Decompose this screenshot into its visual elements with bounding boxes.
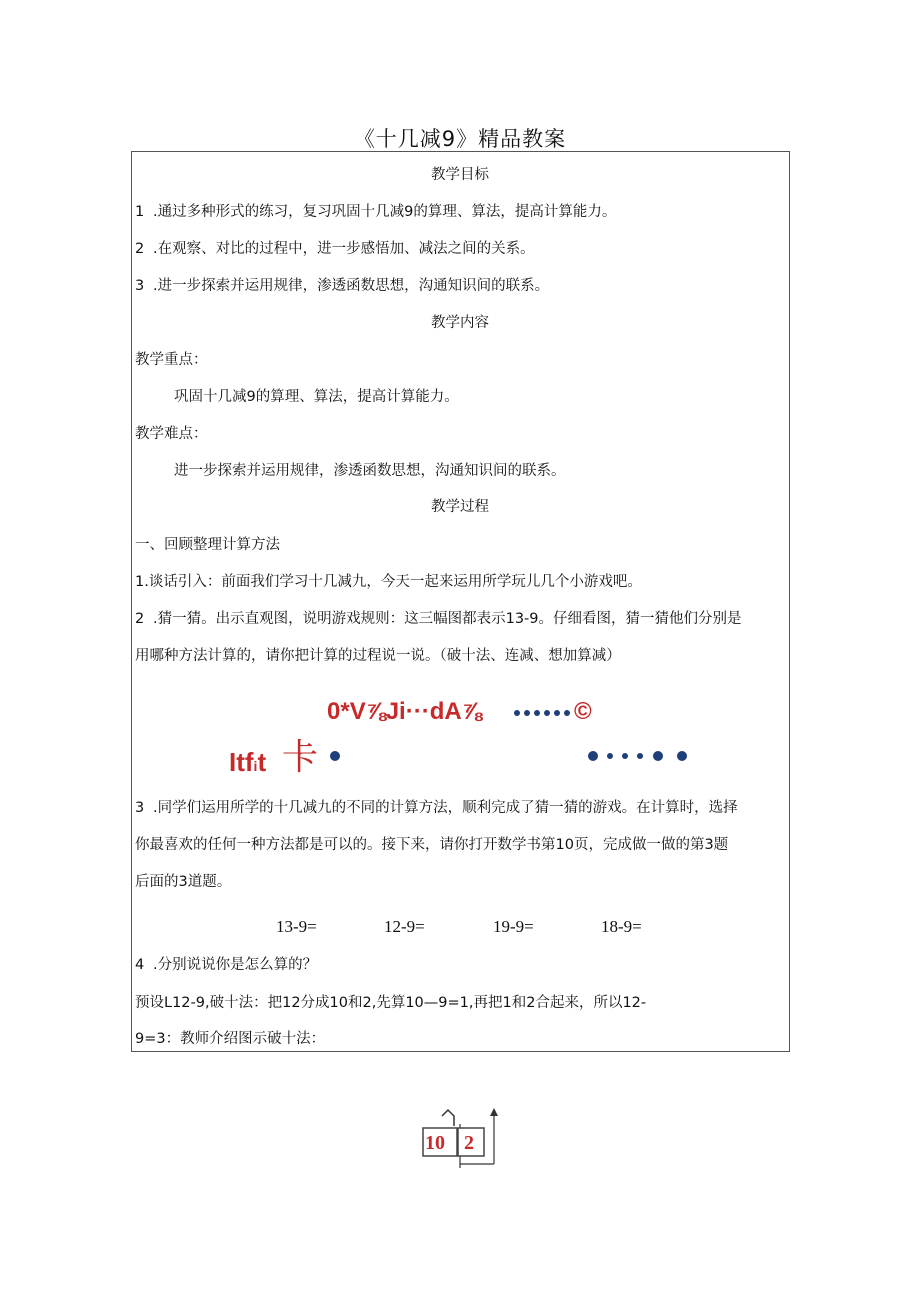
goal-item-2-number: 2 — [135, 241, 145, 257]
equation-4: 18-9= — [601, 917, 642, 936]
figure-caption-char: 卡 — [282, 737, 319, 778]
dot — [637, 753, 643, 759]
garbled-text-b: t — [257, 747, 267, 777]
dot — [544, 710, 550, 716]
goals-heading: 教学目标 — [431, 167, 489, 183]
equation-1: 13-9= — [276, 917, 317, 936]
paragraph-1: 1.谈话引入：前面我们学习十几减九，今天一起来运用所学玩儿几个小游戏吧。 — [135, 574, 642, 590]
paragraph-5-line-2: 9=3：教师介绍图示破十法： — [135, 1031, 326, 1047]
goal-item-3-number: 3 — [135, 278, 145, 294]
dot — [524, 710, 530, 716]
paragraph-4-text: .分别说说你是怎么算的？ — [153, 957, 318, 973]
paragraph-3-number: 3 — [135, 800, 145, 816]
process-heading: 教学过程 — [431, 499, 489, 515]
section-1-title: 一、回顾整理计算方法 — [135, 537, 280, 553]
paragraph-2-line-2: 用哪种方法计算的，请你把计算的过程说一说。（破十法、连减、想加算减） — [135, 648, 621, 664]
paragraph-3-line-1: .同学们运用所学的十几减九的不同的计算方法，顺利完成了猜一猜的游戏。在计算时，选择 — [153, 800, 738, 816]
goal-item-1-text: .通过多种形式的练习，复习巩固十几减9的算理、算法，提高计算能力。 — [153, 204, 617, 220]
content-heading: 教学内容 — [431, 315, 489, 331]
dot — [564, 710, 570, 716]
goal-item-1-number: 1 — [135, 204, 145, 220]
paragraph-3-line-2: 你最喜欢的任何一种方法都是可以的。接下来，请你打开数学书第10页，完成做一做的第3题 — [135, 837, 729, 853]
key-point-text: 巩固十几减9的算理、算法，提高计算能力。 — [174, 389, 459, 405]
figure-caption-garbled-1: 0*V⅞Ji···dA⅞ — [327, 698, 482, 725]
dot — [607, 753, 613, 759]
dot — [514, 710, 520, 716]
dot — [653, 751, 663, 761]
garbled-text-a: Itf — [229, 747, 254, 777]
figure-caption-copyright: © — [574, 698, 592, 725]
goal-item-2-text: .在观察、对比的过程中，进一步感悟加、减法之间的关系。 — [153, 241, 535, 257]
dot — [622, 753, 628, 759]
paragraph-2-number: 2 — [135, 611, 145, 627]
equation-2: 12-9= — [384, 917, 425, 936]
equation-3: 19-9= — [493, 917, 534, 936]
diagram-number-ten: 10 — [425, 1132, 445, 1154]
garbled-text-sub: i — [253, 758, 258, 774]
dot — [588, 751, 598, 761]
dot — [677, 751, 687, 761]
paragraph-5-line-1: 预设L12-9,破十法：把12分成10和2,先算10—9=1,再把1和2合起来，所以12- — [135, 995, 647, 1011]
paragraph-4-number: 4 — [135, 957, 145, 973]
dot — [554, 710, 560, 716]
dot — [330, 751, 340, 761]
dot — [534, 710, 540, 716]
difficulty-text: 进一步探索并运用规律，渗透函数思想，沟通知识间的联系。 — [174, 463, 566, 479]
key-point-label: 教学重点： — [135, 352, 208, 368]
goal-item-3-text: .进一步探索并运用规律，渗透函数思想，沟通知识间的联系。 — [153, 278, 550, 294]
break-ten-diagram — [420, 1108, 500, 1168]
figure-caption-garbled-2 — [229, 745, 266, 783]
document-title: 《十几减9》精品教案 — [353, 127, 567, 151]
diagram-number-two: 2 — [464, 1132, 474, 1154]
difficulty-label: 教学难点： — [135, 426, 208, 442]
paragraph-3-line-3: 后面的3道题。 — [135, 874, 232, 890]
paragraph-2-line-1: .猜一猜。出示直观图，说明游戏规则：这三幅图都表示13-9。仔细看图，猜一猜他们分别是 — [153, 611, 742, 627]
